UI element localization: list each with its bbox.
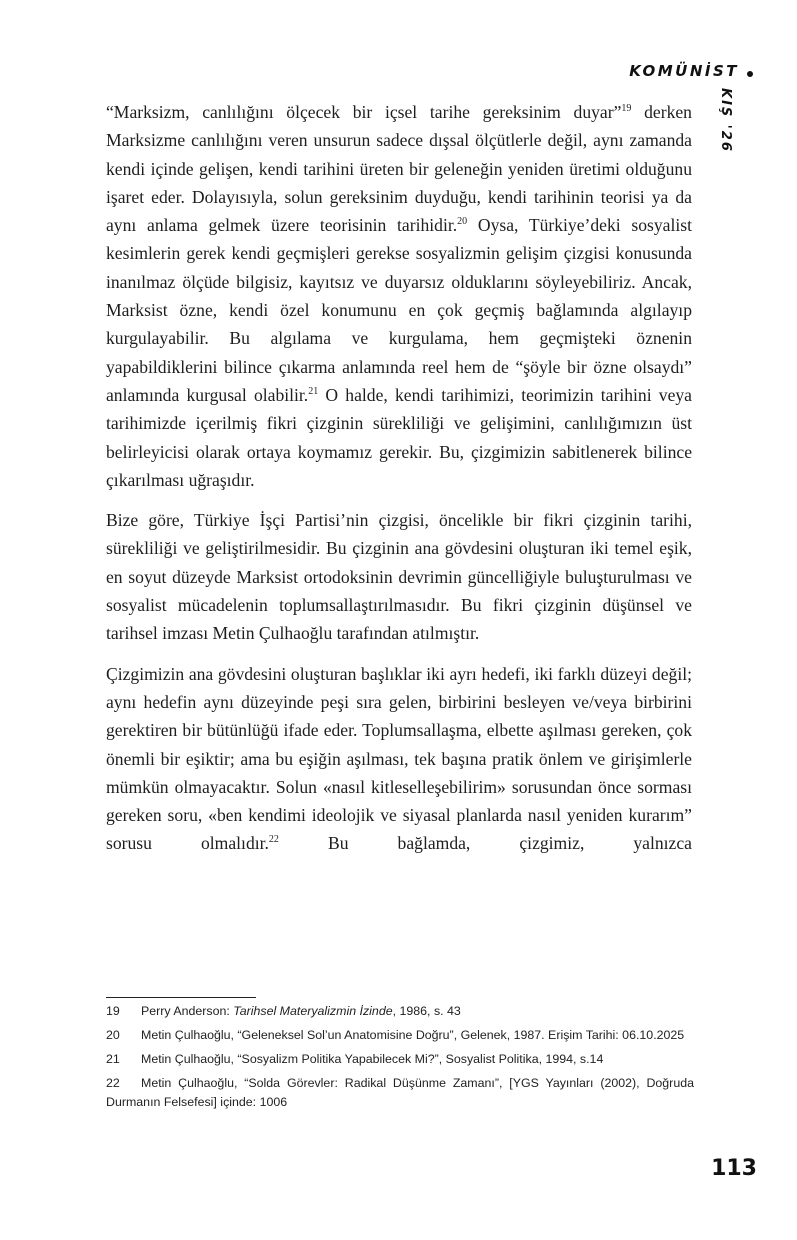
paragraph-text: Bize göre, Türkiye İşçi Partisi’nin çizgisi, öncelikle bir fikri çizginin tarihi, sürekliliği ve geliştirilmesidir. Bu çizginin ana gövdesini oluşturan iki temel eşik, en soyut düzeyde Marksist ortodoksinin devrimin güncelliğiyle buluşturulması ve sosyalist mücadelenin toplumsallaştırılmasıdır. Bu fikri çizginin düşünsel ve tarihsel imzası Metin Çulhaoğlu tarafından atılmıştır. [106,510,692,644]
footnote [106,1050,694,1069]
article-body [106,98,692,870]
footnote-number: 20 [106,1028,120,1042]
paragraph [106,660,692,858]
paragraph-text: derken Marksizme canlılığını veren unsurun sadece dışsal ölçütlerle değil, aynı zamanda kendi içinde gelişen, kendi tarihini üreten bir geleneğin yeniden üretimi olduğunu işaret eder. Dolayısıyla, solun gereksinim duyduğu, kendi tarihinin teorisi ya da aynı anlama gelmek üzere teorisinin tarihidir. [106,102,692,236]
footnote-text: , 1986, s. 43 [392,1004,461,1018]
footnote-separator [106,997,256,998]
paragraph-text: Oysa, Türkiye’deki sosyalist kesimlerin gerek kendi geçmişleri gerekse sosyalizmin gelişim çizgisi konusunda inanılmaz ölçüde bilgisiz, kayıtsız ve duyarsız olduklarını söyleyebiliriz. Ancak, Marksist özne, kendi özel konumunu en çok geçmiş bağlamında algılayıp kurgulayabilir. Bu algılama ve kurgulama, hem geçmişteki öznenin yapabildiklerini bilince çıkarma anlamında reel hem de “şöyle bir özne olsaydı” anlamında kurgusal olabilir. [106,215,692,405]
footnote-text: Metin Çulhaoğlu, “Solda Görevler: Radikal Düşünme Zamanı”, [YGS Yayınları (2002), Doğruda Durmanın Felsefesi] içinde: 1006 [106,1076,694,1109]
footnotes [106,1002,694,1117]
footnote-reference[interactable]: 21 [308,385,319,397]
header-bullet-dot [747,71,753,77]
footnote-text: Metin Çulhaoğlu, “Geleneksel Sol’un Anatomisine Doğru”, Gelenek, 1987. Erişim Tarihi: 06.10.2025 [141,1028,685,1042]
footnote-text: Perry Anderson: [141,1004,234,1018]
footnote [106,1074,694,1112]
footnote [106,1026,694,1045]
paragraph [106,506,692,647]
paragraph-text: “Marksizm, canlılığını ölçecek bir içsel tarihe gereksinim duyar” [106,102,622,122]
footnote-number: 19 [106,1004,120,1018]
paragraph-text: O halde, kendi tarihimizi, teorimizin tarihini veya tarihimizde içerilmiş fikri çizginin sürekliliği ve gelişimini, canlılığımızın üst belirleyicisi olarak ortaya koymamız gerekir. Bu, çizgimizin sabitlenerek bilince çıkarılması uğraşıdır. [106,384,692,490]
footnote-reference[interactable]: 20 [457,216,468,228]
footnote [106,1002,694,1021]
issue-season: KIŞ '26 [718,88,733,153]
footnote-number: 21 [106,1052,120,1066]
paragraph-text: Bu bağlamda, çizgimiz, yalnızca [278,833,692,854]
footnote-book-title: Tarihsel Materyalizmin İzinde [233,1004,393,1018]
page-number: 113 [711,1156,757,1181]
footnote-reference[interactable]: 22 [268,834,279,846]
footnote-reference[interactable]: 19 [621,103,632,114]
paragraph [106,98,692,494]
footnote-text: Metin Çulhaoğlu, “Sosyalizm Politika Yapabilecek Mi?”, Sosyalist Politika, 1994, s.14 [141,1052,604,1066]
paragraph-text: Çizgimizin ana gövdesini oluşturan başlıklar iki ayrı hedefi, iki farklı düzeyi değil; aynı hedefin aynı düzeyinde peşi sıra gelen, birbirini besleyen ve/veya birbirini gerektiren bir bütünlüğü ifade eder. Toplumsallaşma, elbette aşılması gereken, çok önemli bir eşiktir; ama bu eşiğin aşılması, tek başına pratik önlem ve girişimlerle mümkün olmayacaktır. Solun «nasıl kitleselleşebilirim» sorusundan önce sorması gereken soru, «ben kendimi ideolojik ve siyasal planlarda nasıl yeniden kurarım” sorusu olmalıdır. [106,663,692,854]
magazine-title: KOMÜNİST [629,62,739,80]
footnote-number: 22 [106,1076,120,1090]
